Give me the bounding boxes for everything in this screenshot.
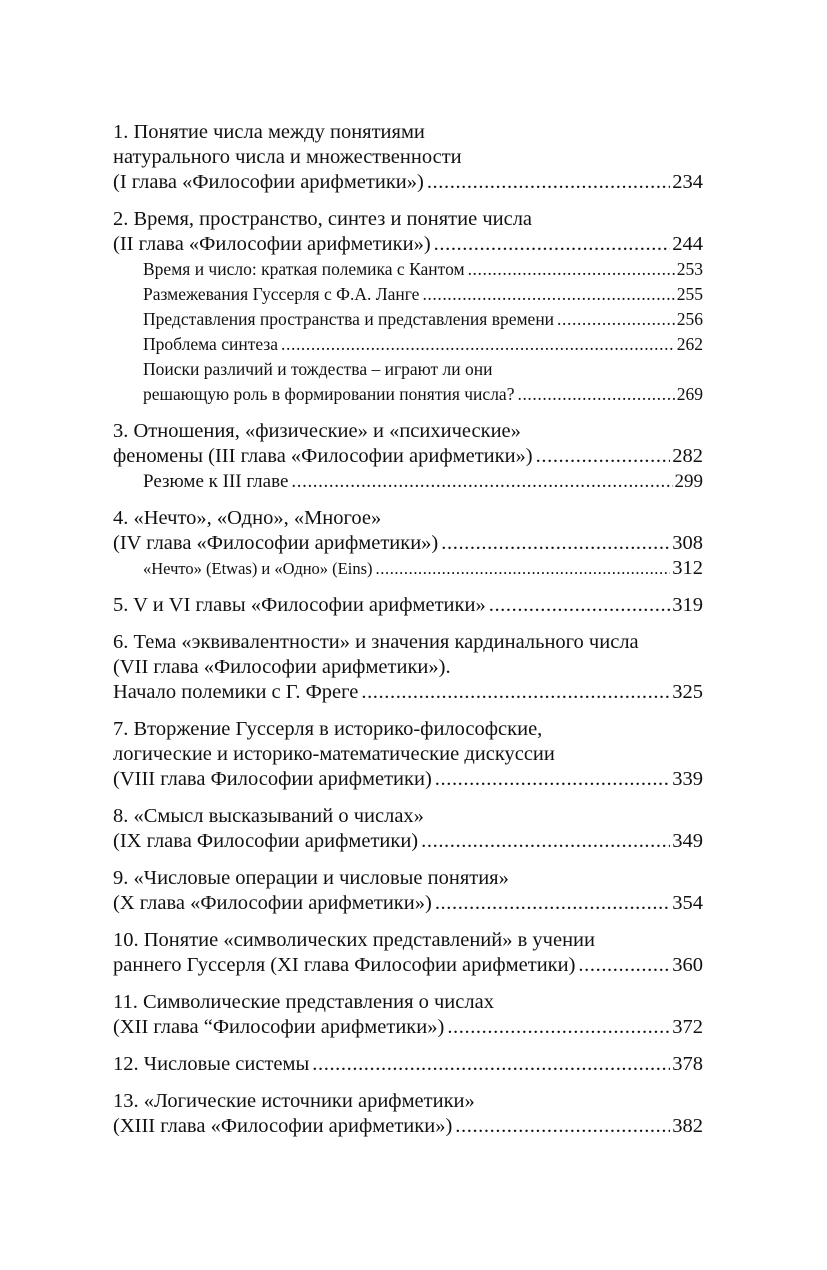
toc-entry-title-line: (II глава «Философии арифметики») (113, 233, 431, 255)
dot-leader (312, 1052, 670, 1077)
toc-subentry (143, 307, 703, 332)
toc-entry-title-line: 11. Символические представления о числах (113, 991, 494, 1013)
dot-leader (489, 593, 671, 618)
toc-entry-title-line: 3. Отношения, «физические» и «психические» (113, 420, 521, 442)
toc-entry-title-line: 9. «Числовые операции и числовые понятия» (113, 867, 509, 889)
toc-entry-title-line: (IV глава «Философии арифметики») (113, 532, 439, 554)
toc-subentry-title: решающую роль в формировании понятия числа? (143, 384, 515, 404)
page-number: 360 (672, 954, 703, 976)
table-of-contents (113, 120, 703, 1139)
toc-subentry (143, 332, 703, 357)
toc-entry (113, 866, 703, 916)
toc-entry-title-line: натурального числа и множественности (113, 146, 462, 168)
toc-entry (113, 506, 703, 581)
toc-subentry-link[interactable] (143, 382, 703, 407)
dot-leader (517, 382, 674, 407)
toc-subentry-link[interactable] (143, 282, 703, 307)
toc-subentry (143, 257, 703, 282)
toc-subentry-link[interactable] (143, 469, 703, 494)
toc-entry-link[interactable] (113, 232, 703, 257)
page-number: 382 (672, 1115, 703, 1137)
toc-entry-title-line: 12. Числовые системы (113, 1053, 310, 1075)
toc-entry-title-line: (X глава «Философии арифметики») (113, 892, 432, 914)
toc-subentry-title: Резюме к III главе (143, 471, 289, 492)
toc-entry-title-line: 10. Понятие «символических представлений» в учении (113, 929, 595, 951)
toc-subentry-title: Размежевания Гуссерля с Ф.А. Ланге (143, 284, 420, 304)
page-number: 269 (676, 384, 703, 404)
toc-entry (113, 990, 703, 1040)
toc-entry (113, 928, 703, 978)
page-number: 349 (672, 830, 703, 852)
toc-entry-title-line: 5. V и VI главы «Философии арифметики» (113, 594, 486, 616)
toc-subentry (143, 469, 703, 494)
toc-entry-title-line: (VIII глава Философии арифметики) (113, 768, 432, 790)
toc-subentry-title: Представления пространства и представления времени (143, 309, 555, 329)
page-number: 325 (672, 681, 703, 703)
toc-entry (113, 120, 703, 195)
page-number: 262 (676, 334, 703, 354)
page-number: 378 (672, 1053, 703, 1075)
toc-subentry-title: Время и число: краткая полемика с Кантом (143, 259, 465, 279)
dot-leader (434, 232, 671, 257)
page-number: 253 (676, 259, 703, 279)
dot-leader (468, 257, 675, 282)
toc-entry-link[interactable] (113, 531, 703, 556)
toc-entry (113, 1089, 703, 1139)
dot-leader (361, 680, 670, 705)
page-number: 308 (672, 532, 703, 554)
toc-entry (113, 419, 703, 494)
page-number: 339 (672, 768, 703, 790)
toc-subentry (143, 357, 703, 407)
page-number: 299 (674, 471, 703, 492)
toc-entry-title-line: (I глава «Философии арифметики») (113, 171, 424, 193)
toc-entry-title-line: Начало полемики с Г. Фреге (113, 681, 359, 703)
toc-subentry-link[interactable] (143, 307, 703, 332)
toc-entry-link[interactable] (113, 953, 703, 978)
dot-leader (427, 170, 670, 195)
dot-leader (435, 767, 670, 792)
toc-entry-title-line: 2. Время, пространство, синтез и понятие числа (113, 208, 533, 230)
toc-subentry-link[interactable] (143, 332, 703, 357)
toc-entry-title-line: 4. «Нечто», «Одно», «Многое» (113, 507, 382, 529)
toc-entry (113, 1052, 703, 1077)
toc-subentry-link[interactable] (143, 257, 703, 282)
toc-entry-link[interactable] (113, 170, 703, 195)
dot-leader (376, 556, 671, 581)
toc-entry-title-line: (IX глава Философии арифметики) (113, 830, 419, 852)
page-number: 372 (672, 1016, 703, 1038)
page-number: 312 (672, 557, 703, 579)
dot-leader (281, 332, 675, 357)
toc-entry-title-line: (VII глава «Философии арифметики»). (113, 656, 451, 678)
toc-subentry-title: Поиски различий и тождества – играют ли они (143, 359, 493, 379)
dot-leader (291, 469, 672, 494)
dot-leader (578, 953, 670, 978)
toc-subentry-title: «Нечто» (Etwas) и «Одно» (Eins) (143, 559, 373, 578)
toc-entry (113, 630, 703, 705)
page-number: 234 (672, 171, 703, 193)
page-number: 354 (672, 892, 703, 914)
dot-leader (422, 282, 674, 307)
page-number: 282 (672, 445, 703, 467)
dot-leader (421, 829, 670, 854)
toc-entry-title-line: 6. Тема «эквивалентности» и значения кардинального числа (113, 631, 639, 653)
toc-entry (113, 207, 703, 407)
toc-entry-link[interactable] (113, 1015, 703, 1040)
page-number: 319 (672, 594, 703, 616)
toc-entry-link[interactable] (113, 829, 703, 854)
toc-entry-link[interactable] (113, 1052, 703, 1077)
toc-entry-title-line: 1. Понятие числа между понятиями (113, 121, 425, 143)
dot-leader (447, 1015, 670, 1040)
dot-leader (455, 1114, 670, 1139)
toc-entry-link[interactable] (113, 680, 703, 705)
dot-leader (441, 531, 670, 556)
toc-entry-title-line: логические и историко-математические дискуссии (113, 743, 555, 765)
toc-subentry-title: Проблема синтеза (143, 334, 279, 354)
toc-subentry (143, 556, 703, 581)
page-number: 244 (672, 233, 703, 255)
toc-entry-title-line: (XII глава “Философии арифметики») (113, 1016, 445, 1038)
dot-leader (557, 307, 675, 332)
toc-entry-link[interactable] (113, 593, 703, 618)
toc-entry-link[interactable] (113, 444, 703, 469)
toc-entry-title-line: феномены (III глава «Философии арифметики») (113, 445, 533, 467)
toc-entry-link[interactable] (113, 891, 703, 916)
toc-entry-title-line: раннего Гуссерля (XI глава Философии арифметики) (113, 954, 576, 976)
toc-entry (113, 717, 703, 792)
dot-leader (435, 891, 670, 916)
page-number: 256 (676, 309, 703, 329)
toc-entry (113, 593, 703, 618)
toc-entry-title-line: (XIII глава «Философии арифметики») (113, 1115, 453, 1137)
toc-subentry (143, 282, 703, 307)
toc-subentry-link[interactable] (143, 556, 703, 581)
page-number: 255 (676, 284, 703, 304)
dot-leader (536, 444, 671, 469)
toc-entry-title-line: 7. Вторжение Гуссерля в историко-философские, (113, 718, 543, 740)
toc-entry-title-line: 8. «Смысл высказываний о числах» (113, 805, 424, 827)
toc-entry (113, 804, 703, 854)
toc-entry-link[interactable] (113, 767, 703, 792)
toc-entry-title-line: 13. «Логические источники арифметики» (113, 1090, 475, 1112)
toc-entry-link[interactable] (113, 1114, 703, 1139)
